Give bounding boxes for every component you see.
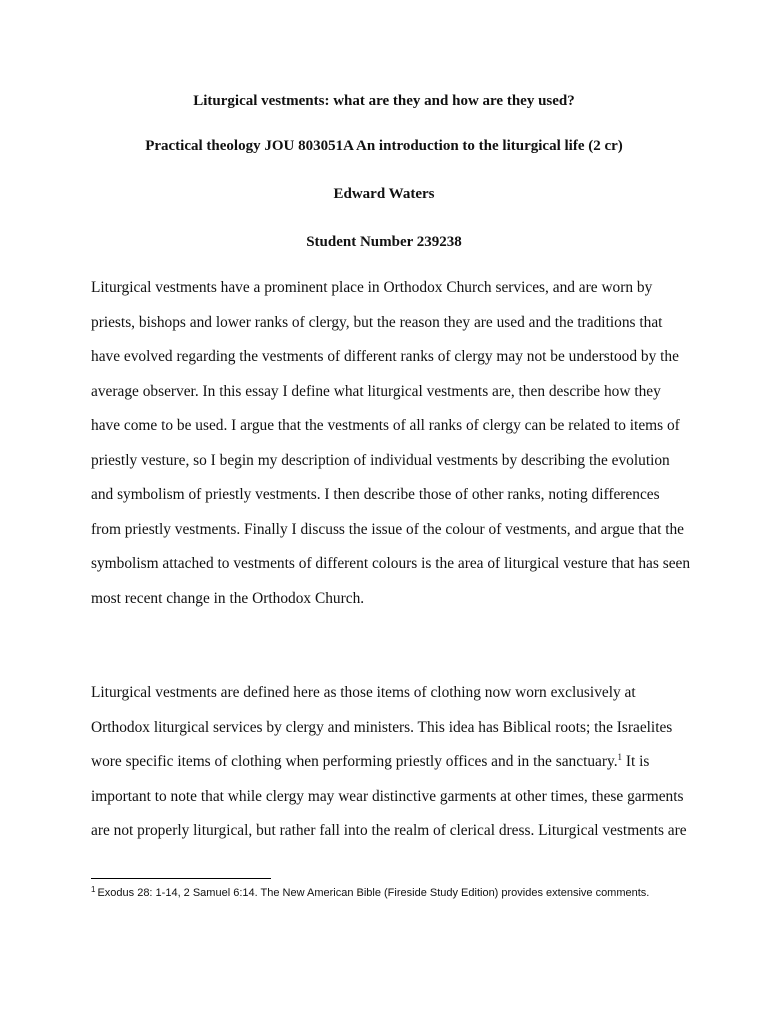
paragraph-line-text: It is: [622, 753, 650, 770]
paragraph-line: have come to be used. I argue that the vestments of all ranks of clergy can be related to items of: [91, 417, 680, 434]
footnote: [91, 886, 649, 900]
paragraph-line: important to note that while clergy may wear distinctive garments at other times, these garments: [91, 788, 684, 805]
paragraph-line: Liturgical vestments have a prominent place in Orthodox Church services, and are worn by: [91, 279, 653, 296]
paragraph-line: priestly vesture, so I begin my description of individual vestments by describing the evolution: [91, 452, 670, 469]
footnote-mark: 1: [91, 885, 96, 894]
course-title: Practical theology JOU 803051A An introduction to the liturgical life (2 cr): [145, 138, 623, 154]
paragraph-line: symbolism attached to vestments of different colours is the area of liturgical vesture that has seen: [91, 555, 691, 572]
paragraph-line-with-footnote: [91, 753, 649, 771]
student-number: Student Number 239238: [306, 234, 462, 250]
document-title: Liturgical vestments: what are they and how are they used?: [193, 93, 575, 109]
paragraph-line: Orthodox liturgical services by clergy and ministers. This idea has Biblical roots; the Israelites: [91, 719, 673, 736]
paragraph-line: and symbolism of priestly vestments. I then describe those of other ranks, noting differences: [91, 486, 660, 503]
footnote-reference[interactable]: 1: [617, 752, 623, 762]
paragraph-line: most recent change in the Orthodox Church.: [91, 590, 365, 607]
paragraph-line-text: wore specific items of clothing when performing priestly offices and in the sanctuary.: [91, 753, 618, 770]
paragraph-line: priests, bishops and lower ranks of clergy, but the reason they are used and the traditions that: [91, 314, 663, 331]
paragraph-line: have evolved regarding the vestments of different ranks of clergy may not be understood by the: [91, 348, 679, 365]
footnote-divider: [91, 878, 271, 879]
paragraph-line: average observer. In this essay I define what liturgical vestments are, then describe how they: [91, 383, 661, 400]
paragraph-line: are not properly liturgical, but rather fall into the realm of clerical dress. Liturgical vestments are: [91, 822, 687, 839]
paragraph-line: Liturgical vestments are defined here as those items of clothing now worn exclusively at: [91, 684, 636, 701]
footnote-text: Exodus 28: 1-14, 2 Samuel 6:14. The New American Bible (Fireside Study Edition) provides extensive comments.: [97, 887, 650, 899]
paragraph-line: from priestly vestments. Finally I discuss the issue of the colour of vestments, and argue that the: [91, 521, 684, 538]
author-name: Edward Waters: [333, 186, 435, 202]
